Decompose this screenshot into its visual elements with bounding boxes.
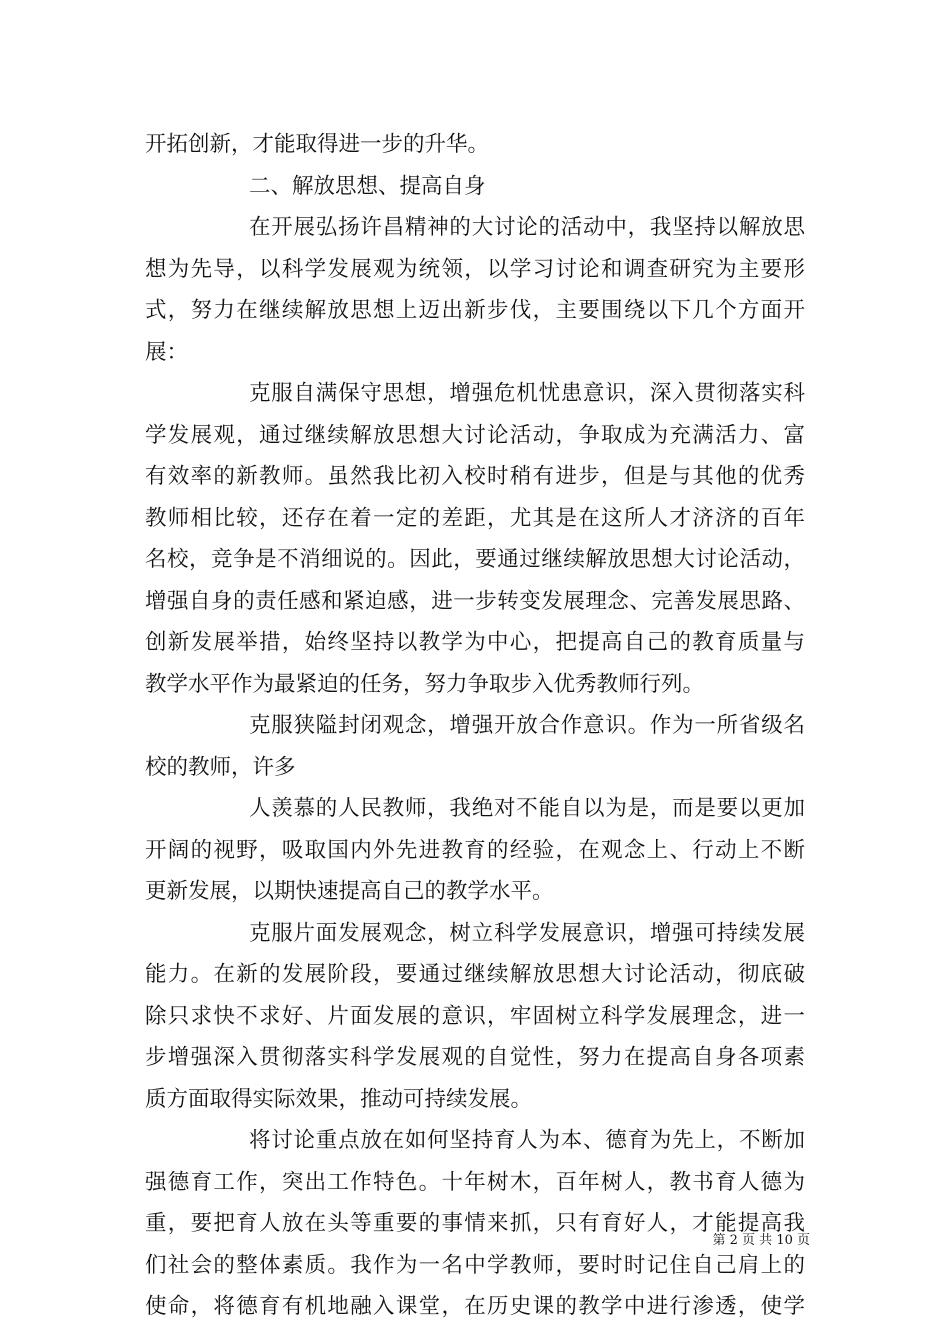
text-line: 们社会的整体素质。我作为一名中学教师，要时时记住自己肩上的 [145, 1252, 805, 1278]
text-line: 创新发展举措，始终坚持以教学为中心，把提高自己的教育质量与 [145, 630, 805, 655]
text-line: 强德育工作，突出工作特色。十年树木，百年树人，教书育人德为 [145, 1169, 805, 1195]
body-text [145, 124, 805, 1328]
text-line: 更新发展，以期快速提高自己的教学水平。 [145, 879, 554, 904]
text-line: 质方面取得实际效果，推动可持续发展。 [145, 1086, 533, 1112]
text-line: 将讨论重点放在如何坚持育人为本、德育为先上，不断加 [249, 1128, 805, 1153]
text-line: 式，努力在继续解放思想上迈出新步伐，主要围绕以下几个方面开 [145, 298, 805, 323]
page-number-footer: 第 2 页 共 10 页 [712, 1233, 810, 1248]
text-line: 开阔的视野，吸取国内外先进教育的经验，在观念上、行动上不断 [145, 837, 805, 863]
text-line: 克服自满保守思想，增强危机忧患意识，深入贯彻落实科 [249, 381, 805, 406]
text-line: 教学水平作为最紧迫的任务，努力争取步入优秀教师行列。 [145, 671, 705, 697]
text-line: 使命，将德育有机地融入课堂，在历史课的教学中进行渗透，使学 [145, 1294, 805, 1319]
text-line: 人羡慕的人民教师，我绝对不能自以为是，而是要以更加 [249, 796, 805, 821]
text-line: 有效率的新教师。虽然我比初入校时稍有进步，但是与其他的优秀 [145, 464, 805, 489]
text-line: 开拓创新，才能取得进一步的升华。 [145, 132, 490, 157]
text-line: 步增强深入贯彻落实科学发展观的自觉性，努力在提高自身各项素 [145, 1045, 805, 1070]
text-line: 能力。在新的发展阶段，要通过继续解放思想大讨论活动，彻底破 [145, 962, 805, 987]
text-line: 重，要把育人放在头等重要的事情来抓，只有育好人，才能提高我 [145, 1211, 805, 1236]
text-line: 二、解放思想、提高自身 [249, 173, 486, 199]
text-line: 在开展弘扬许昌精神的大讨论的活动中，我坚持以解放思 [249, 215, 805, 240]
text-line: 想为先导，以科学发展观为统领，以学习讨论和调查研究为主要形 [145, 256, 805, 282]
text-line: 名校，竞争是不消细说的。因此，要通过继续解放思想大讨论活动， [145, 547, 805, 572]
text-line: 增强自身的责任感和紧迫感，进一步转变发展理念、完善发展思路、 [145, 588, 805, 614]
text-line: 克服狭隘封闭观念，增强开放合作意识。作为一所省级名 [249, 713, 805, 738]
text-line: 除只求快不求好、片面发展的意识，牢固树立科学发展理念，进一 [145, 1003, 805, 1029]
text-line: 克服片面发展观念，树立科学发展意识，增强可持续发展 [249, 920, 805, 946]
text-line: 展： [145, 339, 189, 365]
text-line: 教师相比较，还存在着一定的差距，尤其是在这所人才济济的百年 [145, 505, 805, 531]
text-line: 校的教师，许多 [145, 754, 296, 780]
text-line: 学发展观，通过继续解放思想大讨论活动，争取成为充满活力、富 [145, 422, 805, 448]
